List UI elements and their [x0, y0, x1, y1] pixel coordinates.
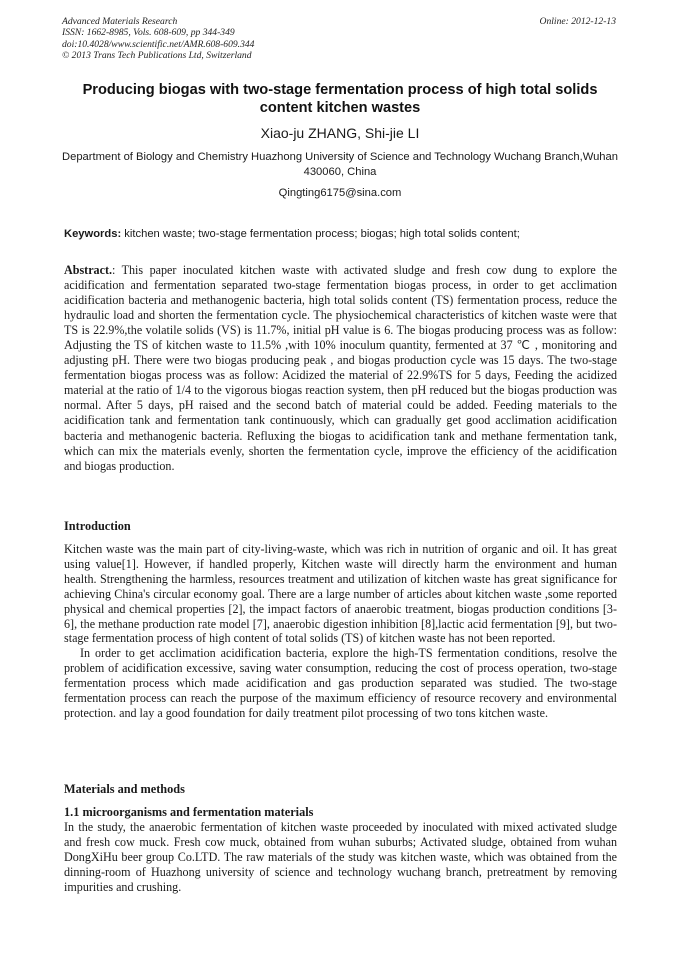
keywords-text: kitchen waste; two-stage fermentation process; biogas; high total solids content;	[121, 228, 520, 240]
paper-affiliation: Department of Biology and Chemistry Huazhong University of Science and Technology Wuchang Branch,Wuhan 430060, China	[62, 151, 618, 178]
abstract-text: : This paper inoculated kitchen waste with activated sludge and fresh cow dung to explore the acidification and fermentation separated two-stage fermentation biogas process, in order to get acclimation acidification bacteria and methanogenic bacteria, high total solids content (TS) fermentation process, reduce the hydraulic load and shorten the fermentation cycle. The physiochemical characteristics of kitchen waste were that TS is 22.9%,the volatile solids (VS) is 11.7%, initial pH value is 6. The biogas producing process was as follow: Adjusting the TS of kitchen waste to 11.5% ,with 10% inoculum quantity, fermented at 37 ℃ , monitoring and adjusting pH. There were two biogas producing peak , and biogas production cycle was 15 days. The two-stage fermentation biogas process was as follow: Acidized the material of 22.9%TS for 5 days, Feeding the acidized material at the ratio of 1/4 to the vigorous biogas reaction system, then pH reduced but the biogas production was normal. After 5 days, pH raised and the second batch of material could be added. Feeding materials to the acidification tank and fermentation tank continuously, which can gradually get good acclimation acidification bacteria and methanogenic bacteria. Refluxing the biogas to acidification tank and methane fermentation tank, which can mix the materials evenly, shorten the fermentation cycle, improve the efficiency of the acidification and biogas production.	[64, 263, 617, 473]
introduction-body	[64, 542, 617, 721]
methods-heading: Materials and methods	[64, 782, 185, 796]
paper-title: Producing biogas with two-stage fermentation process of high total solids content kitchen wastes	[82, 82, 598, 116]
journal-header	[62, 16, 616, 62]
abstract-label: Abstract.	[64, 263, 113, 277]
introduction-paragraph-2: In order to get acclimation acidification bacteria, explore the high-TS fermentation conditions, resolve the problem of acidification excessive, saving water consumption, reducing the cost of process operation, two-stage fermentation process which made acidification and gas production separated was studied. The two-stage fermentation process can reach the purpose of the maximum efficiency of resource recovery and environmental protection. and lay a good foundation for daily treatment pilot processing of two tons kitchen waste.	[64, 646, 617, 720]
methods-paragraph-1: In the study, the anaerobic fermentation of kitchen waste proceeded by inoculated with mixed activated sludge and fresh cow muck. Fresh cow muck, obtained from wuhan suburbs; Activated sludge, obtained from wuhan DongXiHu beer group Co.LTD. The raw materials of the study was kitchen waste, which was obtained from the dinning-room of Huazhong university of science and technology wuchang branch, pretreatment by removing impurities and crushing.	[64, 820, 617, 894]
keywords-label: Keywords:	[64, 228, 122, 240]
keywords-line	[64, 227, 618, 241]
journal-name: Advanced Materials Research	[62, 16, 178, 27]
online-date: Online: 2012-12-13	[539, 16, 616, 27]
methods-body	[64, 820, 617, 895]
journal-issn: ISSN: 1662-8985, Vols. 608-609, pp 344-349	[62, 27, 235, 39]
journal-copyright: © 2013 Trans Tech Publications Ltd, Switzerland	[62, 50, 252, 62]
introduction-heading: Introduction	[64, 519, 131, 533]
abstract	[64, 263, 617, 474]
methods-subheading: 1.1 microorganisms and fermentation materials	[64, 805, 314, 819]
paper-authors: Xiao-ju ZHANG, Shi-jie LI	[260, 125, 420, 141]
journal-doi: doi:10.4028/www.scientific.net/AMR.608-609.344	[62, 38, 255, 50]
author-email: Qingting6175@sina.com	[278, 187, 402, 199]
introduction-paragraph-1: Kitchen waste was the main part of city-living-waste, which was rich in nutrition of organic and oil. It has great using value[1]. However, if handled properly, Kitchen waste will directly harm the environment and human health. Strengthening the harmless, resources treatment and utilization of kitchen waste has great significance for achieving China's circular economy goal. There are a large number of articles about kitchen waste ,some reported physical and chemical properties [2], the impact factors of anaerobic treatment, biogas production conditions [3-6], the methane production rate model [7], anaerobic digestion inhibition [8],lactic acid fermentation [9], but two-stage fermentation process of high content of total solids (TS) of kitchen waste has not been reported.	[64, 542, 617, 646]
